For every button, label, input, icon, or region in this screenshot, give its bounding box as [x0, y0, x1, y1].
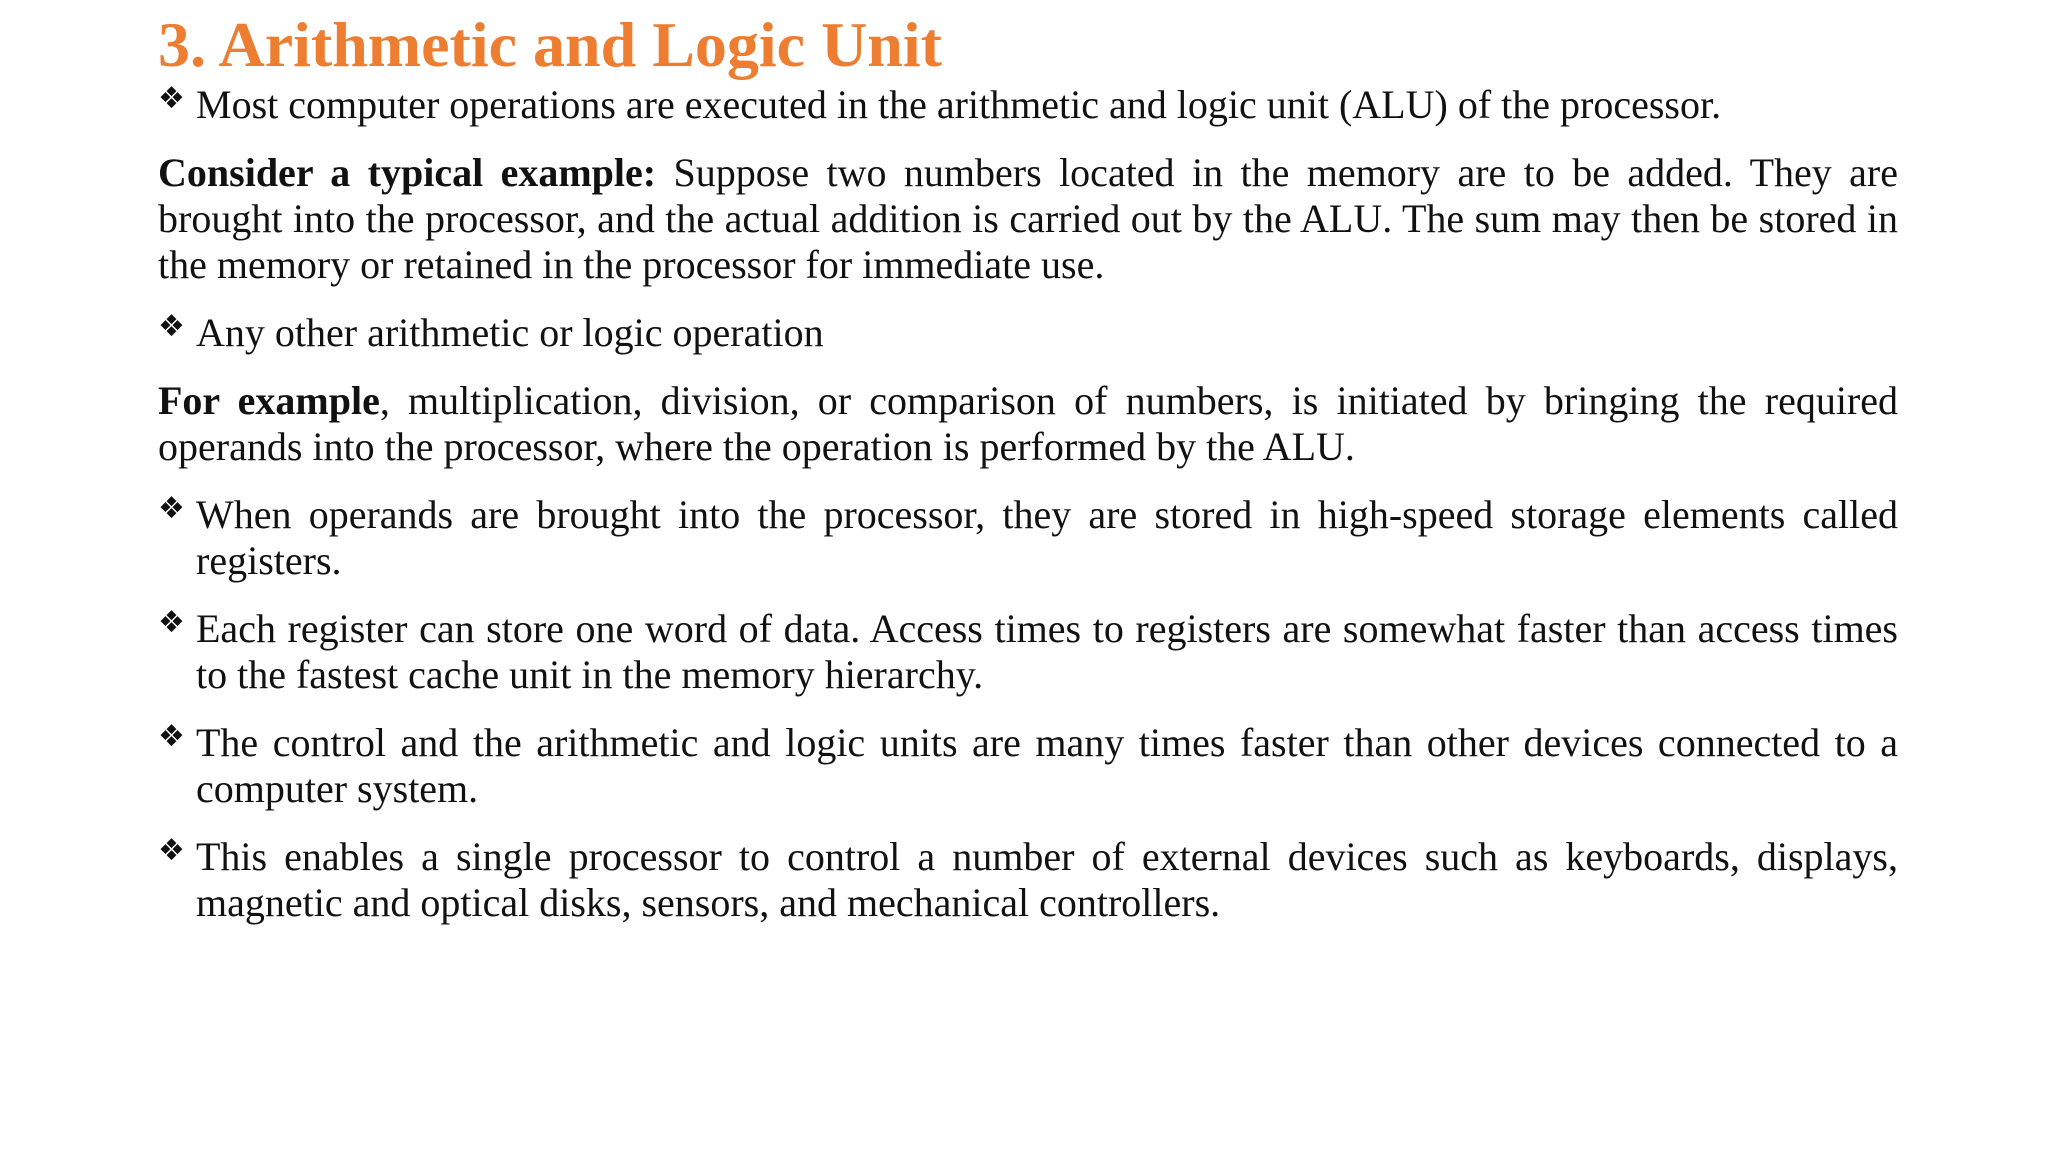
bullet-item-2	[158, 310, 1898, 356]
bullet-text-1: Most computer operations are executed in the arithmetic and logic unit (ALU) of the processor.	[196, 82, 1722, 127]
bullet-text-2: Any other arithmetic or logic operation	[196, 310, 824, 355]
paragraph-text-2: , multiplication, division, or comparison of numbers, is initiated by bringing the required operands into the processor, where the operation is performed by the ALU.	[158, 378, 1899, 469]
diamond-bullet-icon: ❖	[158, 81, 185, 116]
bullet-text-5: The control and the arithmetic and logic units are many times faster than other devices connected to a computer system.	[196, 720, 1898, 811]
paragraph-example-2	[158, 378, 1898, 470]
bullet-item-1	[158, 82, 1898, 128]
bullet-text-4: Each register can store one word of data. Access times to registers are somewhat faster than access times to the fastest cache unit in the memory hierarchy.	[196, 606, 1898, 697]
bullet-item-5	[158, 720, 1898, 812]
paragraph-example-1	[158, 150, 1898, 288]
slide-content	[158, 0, 1898, 926]
paragraph-lead-2: For example	[158, 378, 380, 423]
diamond-bullet-icon: ❖	[158, 719, 185, 754]
diamond-bullet-icon: ❖	[158, 605, 185, 640]
bullet-item-3	[158, 492, 1898, 584]
paragraph-lead-1: Consider a typical example:	[158, 150, 657, 195]
bullet-item-6	[158, 834, 1898, 926]
bullet-text-3: When operands are brought into the processor, they are stored in high-speed storage elements called registers.	[196, 492, 1898, 583]
diamond-bullet-icon: ❖	[158, 309, 185, 344]
slide-body	[158, 82, 1898, 926]
slide-title: 3. Arithmetic and Logic Unit	[158, 9, 942, 80]
bullet-item-4	[158, 606, 1898, 698]
diamond-bullet-icon: ❖	[158, 833, 185, 868]
paragraph-text-1: Suppose two numbers located in the memory are to be added. They are brought into the processor, and the actual addition is carried out by the ALU. The sum may then be stored in the memory or retained in the processor for immediate use.	[158, 150, 1898, 287]
diamond-bullet-icon: ❖	[158, 491, 185, 526]
bullet-text-6: This enables a single processor to control a number of external devices such as keyboards, displays, magnetic and optical disks, sensors, and mechanical controllers.	[196, 834, 1898, 925]
